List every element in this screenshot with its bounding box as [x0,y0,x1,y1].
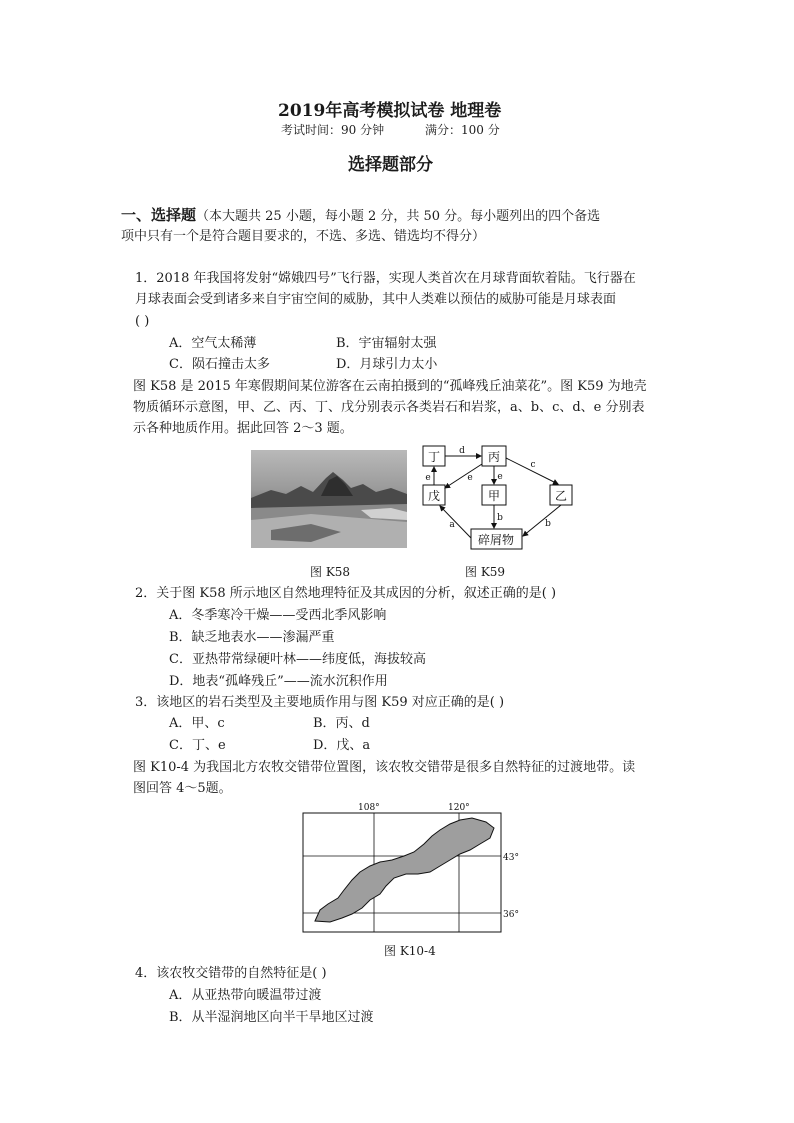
lat-43-label: 43° [503,853,519,863]
label-e-ding: e [425,473,431,483]
map-k10-4 [300,800,530,935]
label-wu: 戊 [427,489,441,503]
q4-option-b: B．从半湿润地区向半干旱地区过渡 [169,1010,374,1025]
arrow-a [440,506,471,538]
label-b-jia: b [497,513,503,523]
intro45-line2: 图回答 4～5题。 [133,781,232,796]
q3-stem: 3．该地区的岩石类型及主要地质作用与图 K59 对应正确的是( ) [135,695,505,710]
label-d: d [459,446,465,456]
caption-k10-4: 图 K10-4 [384,944,436,958]
q1-line2: 月球表面会受到诸多来自宇宙空间的威胁，其中人类难以预估的威胁可能是月球表面 [135,292,617,307]
intro23-line1: 图 K58 是 2015 年寒假期间某位游客在云南拍摄到的“孤峰残丘油菜花”。图 K59 为地壳 [133,379,647,394]
label-c: c [530,460,536,470]
q3-option-b: B．丙、d [313,716,370,731]
lat-36-label: 36° [503,910,519,920]
q1-option-c: C．陨石撞击太多 [169,357,270,372]
caption-k58: 图 K58 [310,565,351,579]
intro23-line2: 物质循环示意图，甲、乙、丙、丁、戊分别表示各类岩石和岩浆，a、b、c、d、e 分别表 [133,400,645,415]
label-yi: 乙 [554,489,568,503]
q3-option-a: A．甲、c [169,716,225,731]
section-label: 一、选择题 [121,206,197,224]
exam-score: 满分：100 分 [425,123,500,137]
section-desc-line1: （本大题共 25 小题，每小题 2 分，共 50 分。每小题列出的四个备选 [196,209,601,224]
exam-time: 考试时间：90 分钟 [281,123,385,137]
q2-option-d: D．地表“孤峰残丘”——流水沉积作用 [169,674,388,689]
label-b-yi: b [545,519,551,529]
arrow-e-wu [445,464,482,488]
section-heading [121,205,600,227]
caption-k59: 图 K59 [465,565,506,579]
q1-option-a: A．空气太稀薄 [169,336,257,351]
label-e-wu: e [467,473,473,483]
label-jia: 甲 [487,489,501,503]
arrow-b-yi [523,505,561,536]
exam-title: 2019年高考模拟试卷 地理卷 [278,101,502,121]
intro23-line3: 示各种地质作用。据此回答 2～3 题。 [133,421,353,436]
q3-option-c: C．丁、e [169,738,226,753]
q1-option-d: D．月球引力太小 [336,357,438,372]
lon-108-label: 108° [358,803,380,813]
label-bing: 丙 [487,450,501,464]
intro45-line1: 图 K10-4 为我国北方农牧交错带位置图，该农牧交错带是很多自然特征的过渡地带。读 [133,760,636,775]
q2-stem: 2．关于图 K58 所示地区自然地理特征及其成因的分析，叙述正确的是( ) [135,586,557,601]
lon-120-label: 120° [448,803,470,813]
q2-option-a: A．冬季寒冷干燥——受西北季风影响 [169,608,387,623]
label-suixiewu: 碎屑物 [477,533,515,547]
q1-option-b: B．宇宙辐射太强 [336,336,437,351]
q1-line1: 1．2018 年我国将发射“嫦娥四号”飞行器，实现人类首次在月球背面软着陆。飞行器在 [135,271,636,286]
q4-option-a: A．从亚热带向暖温带过渡 [169,988,322,1003]
q1-line3: ( ) [135,314,150,329]
diagram-k59 [418,440,578,552]
photo-k58 [251,450,407,548]
q2-option-b: B．缺乏地表水——渗漏严重 [169,630,335,645]
label-a: a [449,520,455,530]
label-ding: 丁 [427,450,441,464]
section-desc-line2: 项中只有一个是符合题目要求的，不选、多选、错选均不得分） [121,229,486,244]
label-e-jia: e [497,472,503,482]
q4-stem: 4．该农牧交错带的自然特征是( ) [135,966,327,981]
q3-option-d: D．戊、a [313,738,371,753]
part-title: 选择题部分 [348,155,433,175]
q2-option-c: C．亚热带常绿硬叶林——纬度低，海拔较高 [169,652,426,667]
